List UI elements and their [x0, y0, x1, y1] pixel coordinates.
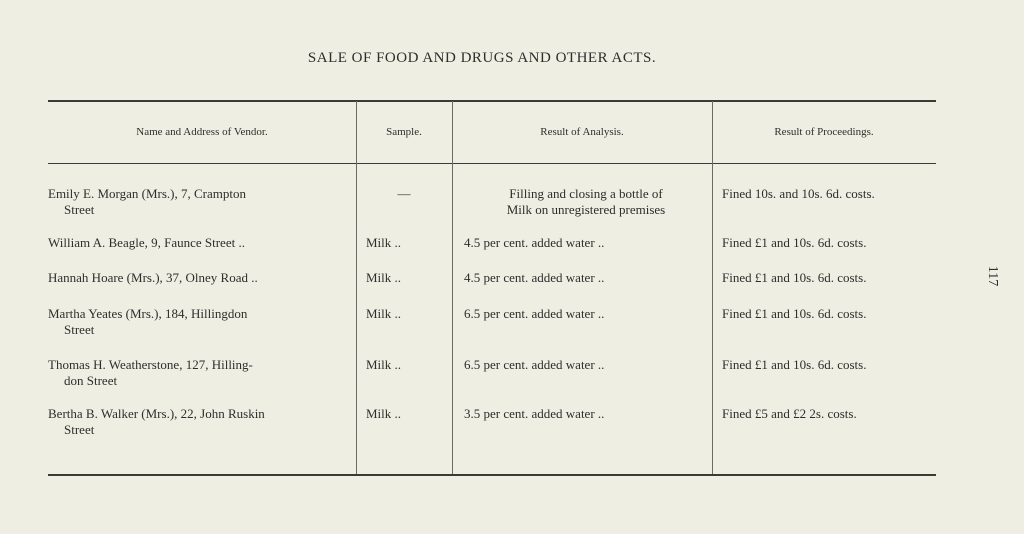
page-title: SALE OF FOOD AND DRUGS AND OTHER ACTS.: [307, 50, 657, 66]
vendor-line: Street: [64, 202, 95, 217]
vendor-line: William A. Beagle, 9, Faunce Street ..: [48, 235, 245, 250]
header-proceedings: Result of Proceedings.: [774, 126, 874, 138]
result-cell: 6.5 per cent. added water ..: [464, 357, 605, 372]
vendor-line: Street: [64, 322, 95, 337]
sample-cell: Milk ..: [366, 406, 402, 421]
header-vendor: Name and Address of Vendor.: [136, 126, 268, 138]
result-cell: 4.5 per cent. added water ..: [464, 235, 605, 250]
vendor-line: Street: [64, 422, 95, 437]
column-divider: [452, 101, 453, 474]
result-cell: 6.5 per cent. added water ..: [464, 306, 605, 321]
vendor-line: Hannah Hoare (Mrs.), 37, Olney Road ..: [48, 270, 258, 285]
result-cell: 3.5 per cent. added water ..: [464, 406, 605, 421]
vendor-cell: [48, 270, 350, 286]
result-line: Filling and closing a bottle of: [509, 186, 663, 201]
sample-cell: Milk ..: [366, 270, 402, 285]
page-number: 117: [985, 265, 1001, 287]
sample-cell: Milk ..: [366, 306, 402, 321]
proceedings-cell: Fined £1 and 10s. 6d. costs.: [722, 306, 867, 321]
vendor-line: Emily E. Morgan (Mrs.), 7, Crampton: [48, 186, 246, 201]
proceedings-cell: Fined 10s. and 10s. 6d. costs.: [722, 186, 875, 201]
vendor-cell: [48, 235, 350, 251]
result-cell: 4.5 per cent. added water ..: [464, 270, 605, 285]
sample-cell: —: [397, 186, 411, 201]
vendor-line: Bertha B. Walker (Mrs.), 22, John Ruskin: [48, 406, 265, 421]
vendor-cell: [48, 186, 350, 218]
vendor-line: don Street: [64, 373, 118, 388]
sample-cell: Milk ..: [366, 235, 402, 250]
proceedings-cell: Fined £1 and 10s. 6d. costs.: [722, 235, 867, 250]
table-bottom-rule: [48, 474, 936, 476]
table-header-rule: [48, 163, 936, 164]
column-divider: [356, 101, 357, 474]
table-top-rule: [48, 100, 936, 102]
proceedings-cell: Fined £5 and £2 2s. costs.: [722, 406, 857, 421]
vendor-cell: [48, 406, 350, 438]
header-analysis: Result of Analysis.: [540, 126, 624, 138]
result-cell: [464, 186, 708, 218]
proceedings-cell: Fined £1 and 10s. 6d. costs.: [722, 270, 867, 285]
vendor-cell: [48, 306, 350, 338]
column-divider: [712, 101, 713, 474]
vendor-line: Thomas H. Weatherstone, 127, Hilling-: [48, 357, 253, 372]
proceedings-cell: Fined £1 and 10s. 6d. costs.: [722, 357, 867, 372]
vendor-line: Martha Yeates (Mrs.), 184, Hillingdon: [48, 306, 248, 321]
sample-cell: Milk ..: [366, 357, 402, 372]
result-line: Milk on unregistered premises: [506, 202, 666, 217]
vendor-cell: [48, 357, 350, 389]
header-sample: Sample.: [386, 126, 422, 138]
